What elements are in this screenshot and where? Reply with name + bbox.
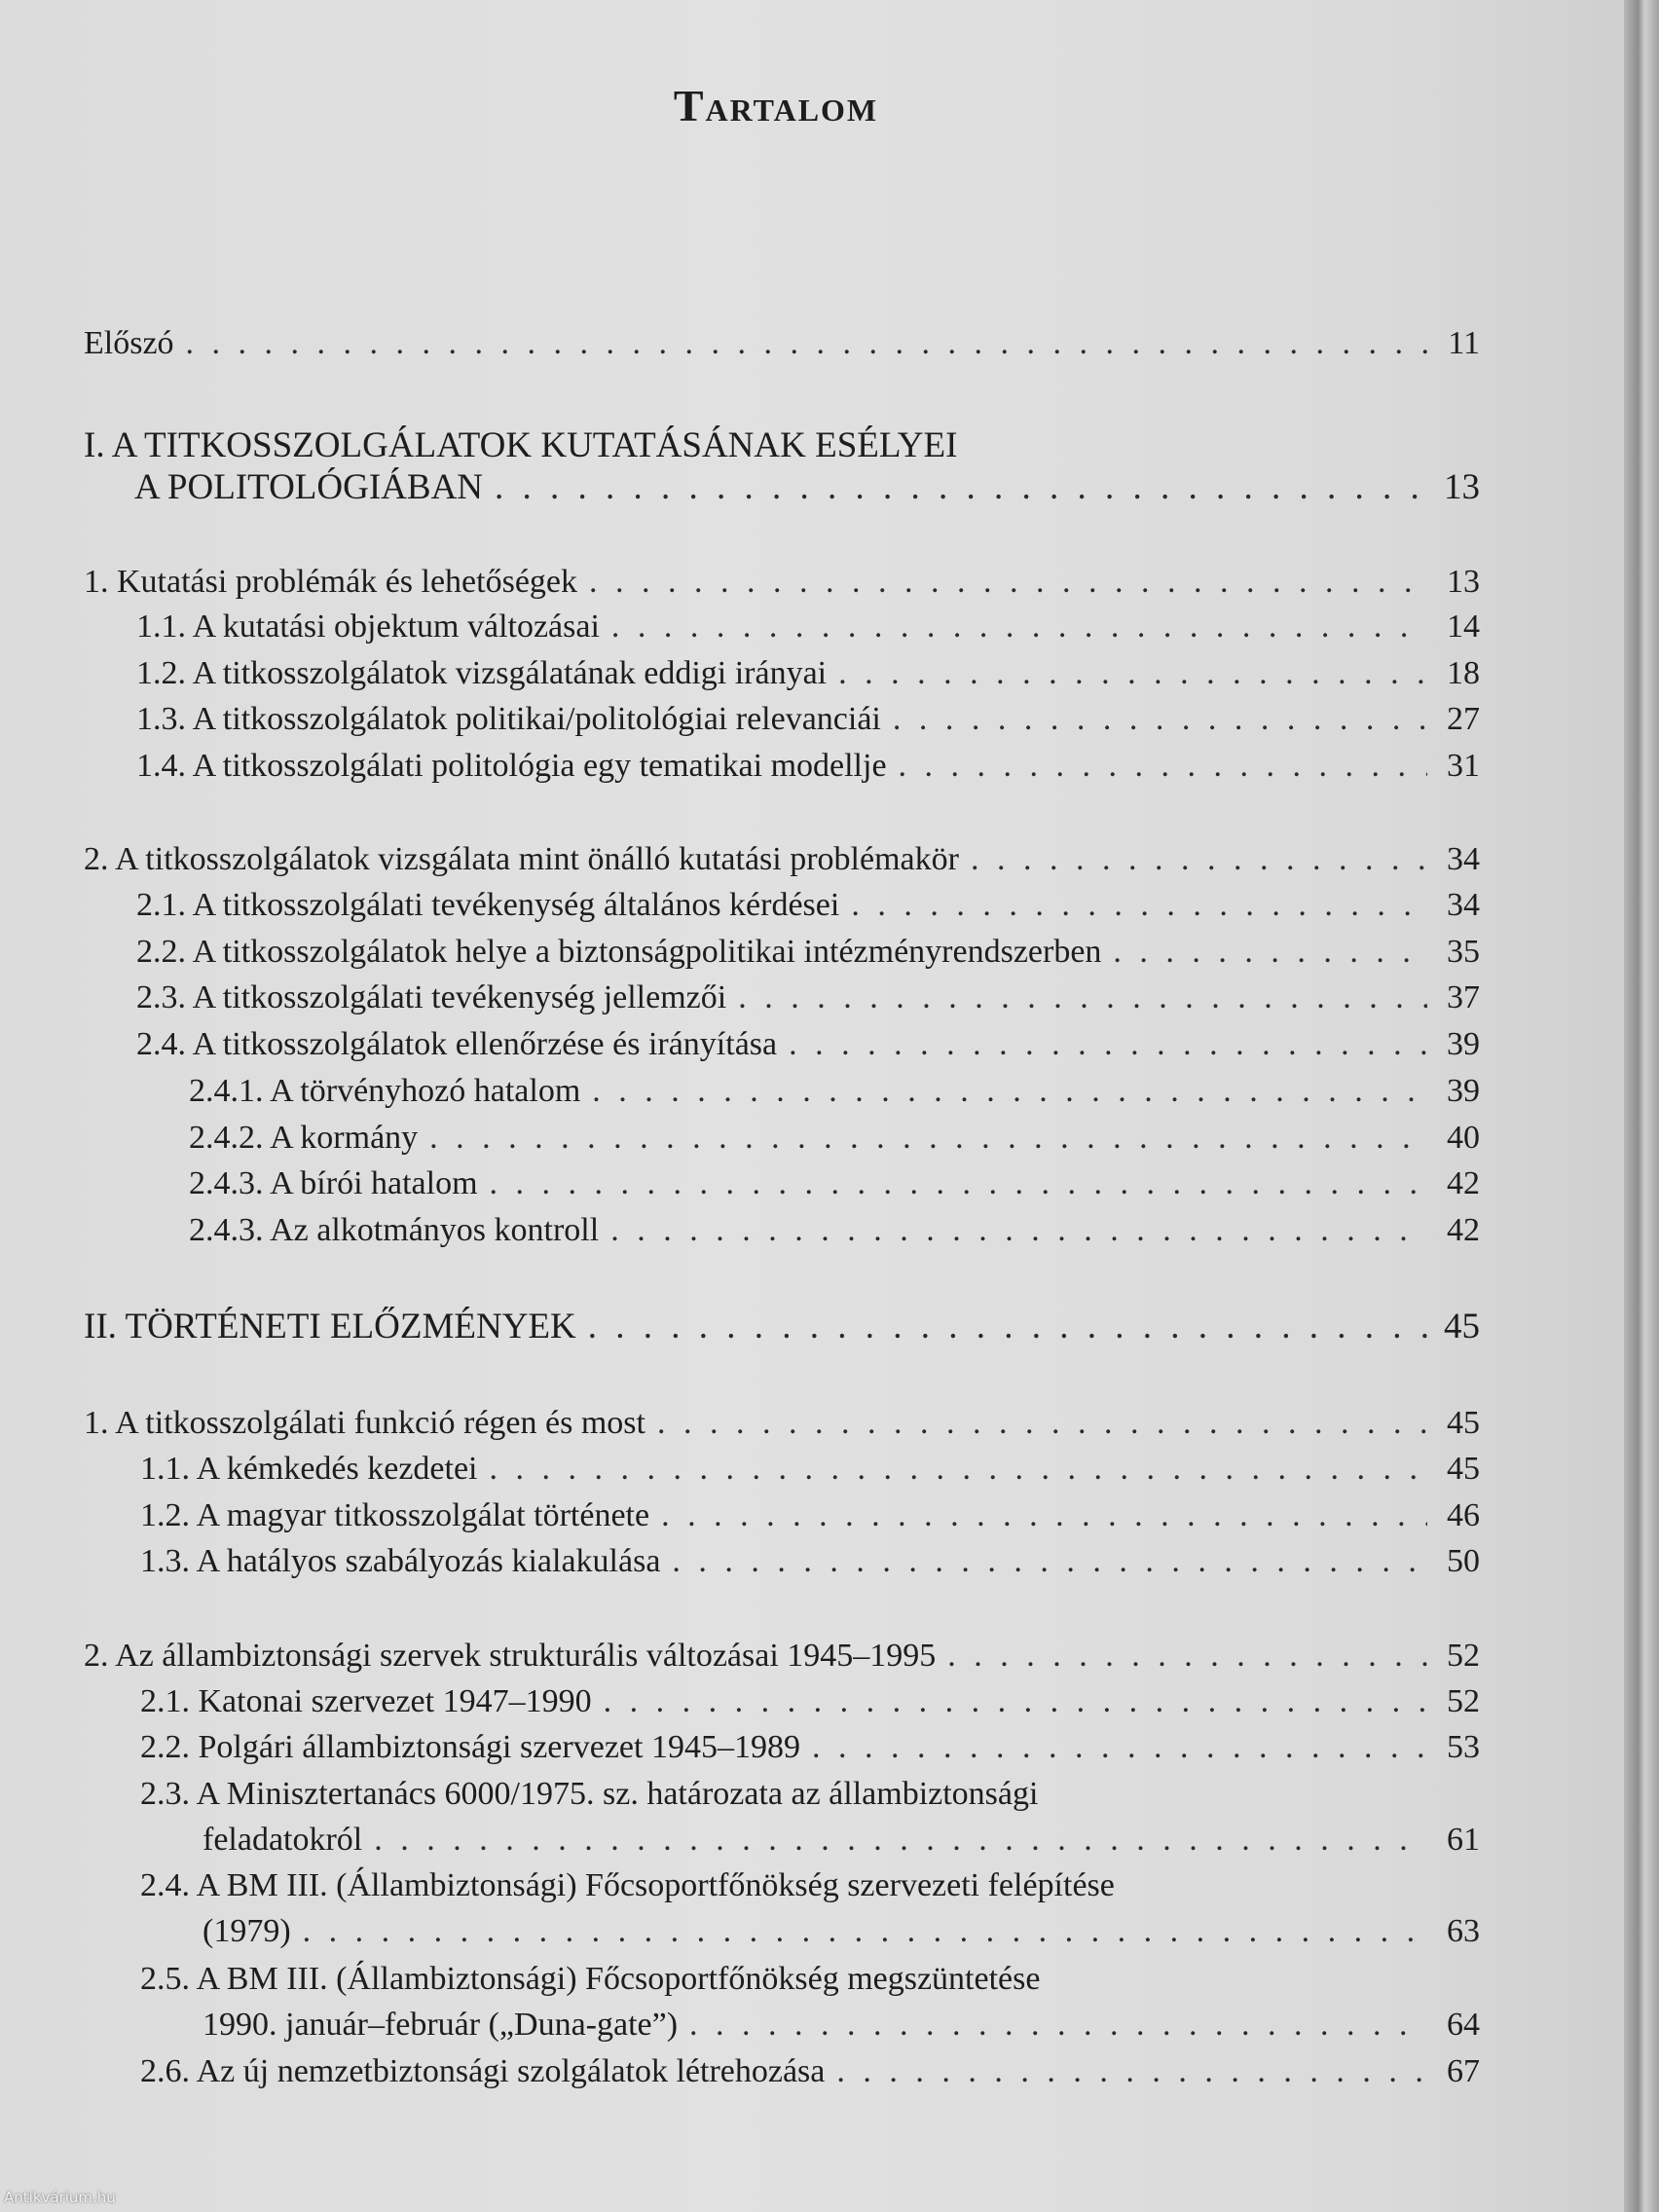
toc-entry-title: 1.3. A titkosszolgálatok politikai/politológiai relevanciái xyxy=(136,701,881,737)
toc-page-number: 13 xyxy=(1447,564,1480,600)
toc-leader-dots xyxy=(738,976,1427,1020)
toc-page-number: 45 xyxy=(1447,1451,1480,1487)
toc-entry-2-4-3b xyxy=(189,1208,1480,1253)
toc-entry-ii-2-5-line1: 2.5. A BM III. (Állambiztonsági) Főcsoportfőnökség megszüntetése xyxy=(140,1961,1041,1997)
toc-page-number: 45 xyxy=(1447,1405,1480,1441)
toc-leader-dots xyxy=(672,1539,1427,1584)
toc-entry-ii-2 xyxy=(84,1634,1480,1678)
toc-entry-2-4 xyxy=(136,1022,1480,1067)
toc-entry-foreword xyxy=(84,321,1480,366)
toc-leader-dots xyxy=(610,1208,1427,1253)
toc-entry-2-4-2 xyxy=(189,1116,1480,1161)
toc-entry-title: 1.2. A titkosszolgálatok vizsgálatának eddigi irányai xyxy=(136,655,828,691)
toc-page-number: 67 xyxy=(1447,2053,1480,2089)
toc-entry-title: 1.3. A hatályos szabályozás kialakulása xyxy=(140,1543,661,1579)
toc-entry-title: 2.2. Polgári állambiztonsági szervezet 1945–1989 xyxy=(140,1729,800,1765)
toc-entry-2-4-3 xyxy=(189,1161,1480,1206)
toc-entry-title: A POLITOLÓGIÁBAN xyxy=(134,467,484,507)
toc-entry-title: 2.6. Az új nemzetbiztonsági szolgálatok létrehozása xyxy=(140,2053,826,2089)
toc-entry-2-3 xyxy=(136,976,1480,1020)
toc-entry-1-3 xyxy=(136,697,1480,742)
toc-leader-dots xyxy=(490,1447,1427,1492)
toc-entry-1 xyxy=(84,560,1480,605)
toc-leader-dots xyxy=(836,2049,1427,2094)
toc-entry-ii-2-4 xyxy=(203,1909,1480,1954)
toc-entry-title: II. TÖRTÉNETI ELŐZMÉNYEK xyxy=(84,1307,576,1346)
toc-chapter-1 xyxy=(134,465,1480,510)
toc-entry-title: 2.4. A titkosszolgálatok ellenőrzése és irányítása xyxy=(136,1026,778,1062)
toc-leader-dots xyxy=(186,321,1427,366)
toc-entry-title: 2.1. Katonai szervezet 1947–1990 xyxy=(140,1683,592,1719)
toc-entry-1-1 xyxy=(136,605,1480,649)
toc-entry-title: 2.2. A titkosszolgálatok helye a biztonságpolitikai intézményrendszerben xyxy=(136,934,1102,970)
toc-leader-dots xyxy=(588,1305,1427,1349)
toc-entry-ii-1-3 xyxy=(140,1539,1480,1584)
toc-page-number: 50 xyxy=(1447,1543,1480,1579)
toc-page-number: 46 xyxy=(1447,1497,1480,1533)
toc-page-number: 63 xyxy=(1447,1913,1480,1949)
toc-leader-dots xyxy=(592,1069,1427,1114)
toc-page-number: 31 xyxy=(1447,748,1480,784)
page-title: Tartalom xyxy=(673,81,879,130)
toc-entry-ii-2-4-line1: 2.4. A BM III. (Állambiztonsági) Főcsoportfőnökség szervezeti felépítése xyxy=(140,1867,1115,1903)
toc-entry-title: 2. A titkosszolgálatok vizsgálata mint önálló kutatási problémakör xyxy=(84,841,959,877)
toc-leader-dots xyxy=(490,1161,1427,1206)
toc-page-number: 40 xyxy=(1447,1120,1480,1156)
toc-page-number: 39 xyxy=(1447,1073,1480,1109)
toc-page-number: 61 xyxy=(1447,1822,1480,1858)
toc-entry-ii-2-5 xyxy=(203,2003,1480,2047)
toc-leader-dots xyxy=(429,1116,1427,1161)
toc-page-number: 13 xyxy=(1444,467,1480,507)
toc-leader-dots xyxy=(604,1679,1427,1724)
toc-leader-dots xyxy=(1113,930,1427,975)
toc-chapter-1-line1: I. A TITKOSSZOLGÁLATOK KUTATÁSÁNAK ESÉLYEI xyxy=(84,425,958,465)
toc-leader-dots xyxy=(812,1725,1427,1770)
toc-page-number: 64 xyxy=(1447,2007,1480,2043)
toc-page-number: 52 xyxy=(1447,1638,1480,1674)
watermark-text: Antikvárium.hu xyxy=(4,2189,116,2206)
toc-entry-ii-1-1 xyxy=(140,1447,1480,1492)
toc-page-number: 42 xyxy=(1447,1165,1480,1201)
toc-entry-ii-2-3-line1: 2.3. A Minisztertanács 6000/1975. sz. határozata az állambiztonsági xyxy=(140,1776,1039,1812)
toc-page-number: 34 xyxy=(1447,887,1480,923)
toc-entry-title: Előszó xyxy=(84,325,174,361)
toc-entry-title: 2.1. A titkosszolgálati tevékenység általános kérdései xyxy=(136,887,840,923)
toc-page-number: 18 xyxy=(1447,655,1480,691)
toc-entry-title: 2. Az állambiztonsági szervek strukturális változásai 1945–1995 xyxy=(84,1638,937,1674)
toc-leader-dots xyxy=(611,605,1427,649)
toc-entry-title: feladatokról xyxy=(203,1822,363,1858)
toc-entry-2-2 xyxy=(136,930,1480,975)
toc-leader-dots xyxy=(971,837,1427,882)
toc-entry-title: 1990. január–február („Duna-gate”) xyxy=(203,2007,679,2043)
toc-entry-ii-2-1 xyxy=(140,1679,1480,1724)
toc-page-number: 42 xyxy=(1447,1212,1480,1248)
toc-entry-title: 1.4. A titkosszolgálati politológia egy tematikai modellje xyxy=(136,748,887,784)
toc-entry-title: (1979) xyxy=(203,1913,291,1949)
toc-entry-title: 2.4.3. A bírói hatalom xyxy=(189,1165,478,1201)
toc-leader-dots xyxy=(303,1909,1427,1954)
toc-leader-dots xyxy=(851,883,1427,928)
toc-leader-dots xyxy=(899,744,1427,789)
toc-page-number: 45 xyxy=(1444,1307,1480,1346)
toc-entry-ii-1-2 xyxy=(140,1493,1480,1538)
toc-chapter-2 xyxy=(84,1305,1480,1349)
toc-entry-title: 1. Kutatási problémák és lehetőségek xyxy=(84,564,578,600)
toc-leader-dots xyxy=(947,1634,1427,1678)
toc-leader-dots xyxy=(661,1493,1427,1538)
toc-entry-title: 2.4.2. A kormány xyxy=(189,1120,419,1156)
toc-leader-dots xyxy=(374,1818,1427,1862)
toc-leader-dots xyxy=(893,697,1427,742)
toc-page-number: 37 xyxy=(1447,979,1480,1015)
toc-page-number: 34 xyxy=(1447,841,1480,877)
toc-leader-dots xyxy=(689,2003,1427,2047)
toc-entry-title: 2.4.3. Az alkotmányos kontroll xyxy=(189,1212,600,1248)
toc-entry-2-1 xyxy=(136,883,1480,928)
toc-entry-title: 1.1. A kutatási objektum változásai xyxy=(136,608,600,645)
toc-leader-dots xyxy=(657,1401,1427,1446)
toc-page-number: 52 xyxy=(1447,1683,1480,1719)
toc-entry-title: 2.3. A titkosszolgálati tevékenység jellemzői xyxy=(136,979,727,1015)
toc-entry-title: 1. A titkosszolgálati funkció régen és most xyxy=(84,1405,645,1441)
toc-entry-title: 2.4.1. A törvényhozó hatalom xyxy=(189,1073,581,1109)
toc-entry-2 xyxy=(84,837,1480,882)
toc-entry-1-4 xyxy=(136,744,1480,789)
toc-page-number: 53 xyxy=(1447,1729,1480,1765)
toc-leader-dots xyxy=(838,651,1427,696)
toc-entry-title: 1.2. A magyar titkosszolgálat története xyxy=(140,1497,650,1533)
toc-page-number: 39 xyxy=(1447,1026,1480,1062)
toc-entry-ii-1 xyxy=(84,1401,1480,1446)
toc-page-number: 11 xyxy=(1448,325,1480,361)
toc-entry-ii-2-3 xyxy=(203,1818,1480,1862)
page-edge-shadow xyxy=(1624,0,1659,2212)
toc-entry-ii-2-6 xyxy=(140,2049,1480,2094)
toc-page-number: 27 xyxy=(1447,701,1480,737)
toc-page-number: 35 xyxy=(1447,934,1480,970)
toc-leader-dots xyxy=(589,560,1427,605)
toc-entry-ii-2-2 xyxy=(140,1725,1480,1770)
toc-page-number: 14 xyxy=(1447,608,1480,645)
toc-leader-dots xyxy=(789,1022,1427,1067)
toc-entry-1-2 xyxy=(136,651,1480,696)
toc-entry-title: 1.1. A kémkedés kezdetei xyxy=(140,1451,478,1487)
toc-entry-2-4-1 xyxy=(189,1069,1480,1114)
toc-leader-dots xyxy=(495,465,1427,510)
